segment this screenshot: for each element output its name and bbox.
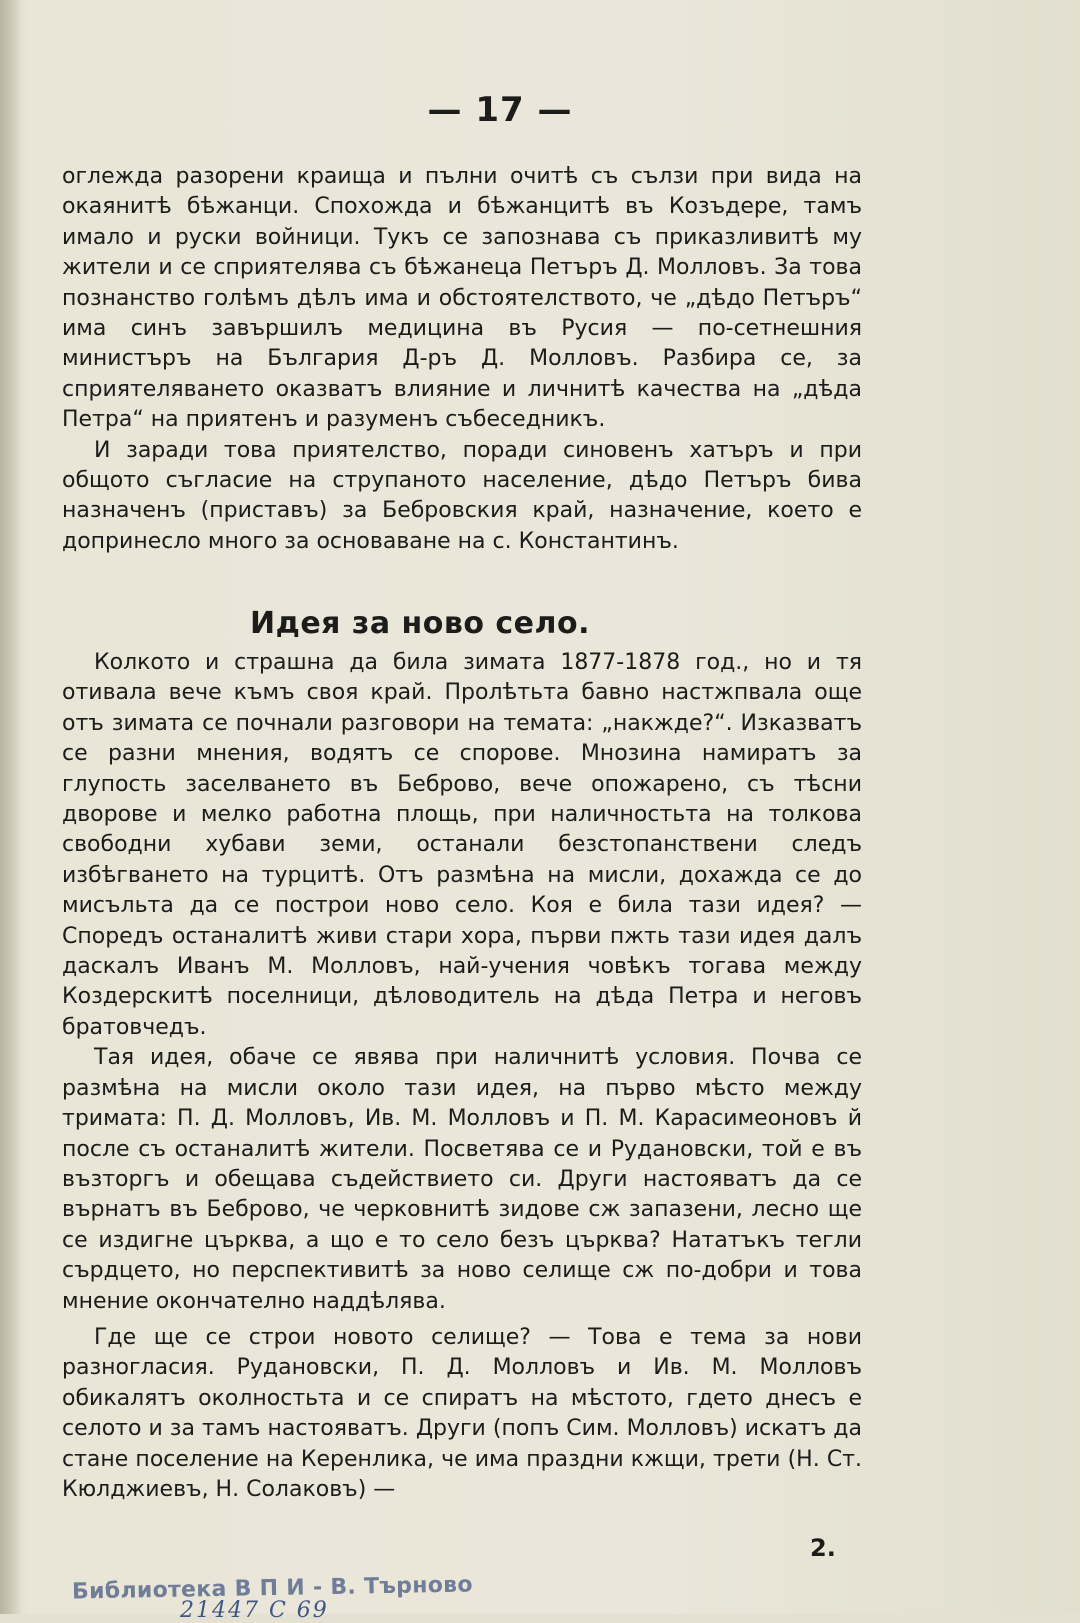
paragraph: Колкото и страшна да била зимата 1877-1878 год., но и тя отивала вече къмъ своя край. Пролѣтьта бавно настжпвала още отъ зимата се почнали разговори на темата: „накжде?“. Изказватъ се разни мнения, водятъ се спорове. Мнозина намиратъ за глупость заселването въ Беброво, вече опожарено, съ тѣсни дворове и мелко работна площь, при наличностьта на толкова свободни хубави земи, останали безстопанствени следъ избѣгването на турцитѣ. Отъ размѣна на мисли, дохажда се до мисъльта да се построи ново село. Коя е била тази идея? — Споредъ останалитѣ живи стари хора, първи пжть тази идея далъ даскалъ Иванъ М. Молловъ, най-учения човѣкъ тогава между Коздерскитѣ поселници, дѣловодитель на дѣда Петра и неговъ братовчедъ.: [62, 650, 862, 1040]
text-block-main: [62, 648, 862, 1505]
paragraph: оглежда разорени краища и пълни очитѣ съ сълзи при вида на окаянитѣ бѣжанци. Спохожда и бѣжанцитѣ въ Козъдере, тамъ имало и руски войници. Тукъ се запознава съ приказливитѣ му жители и се сприятелява съ бѣжанеца Петъръ Д. Молловъ. За това познанство голѣмъ дѣлъ има и обстоятелството, че „дѣдо Петъръ“ има синъ завършилъ медицина въ Русия — по-сетнешния министъръ на България Д-ръ Д. Молловъ. Разбира се, за сприятеляването оказватъ влияние и личнитѣ качества на „дѣда Петра“ на приятенъ и разуменъ събеседникъ.: [62, 164, 862, 433]
shelfmark: 21447 С 69: [180, 1598, 329, 1623]
library-stamp: Библиотека В П И - В. Търново: [71, 1572, 473, 1605]
paragraph: Где ще се строи новото селище? — Това е тема за нови разногласия. Рудановски, П. Д. Молловъ и Ив. М. Молловъ обикалятъ околностьта и се спиратъ на мѣстото, гдето днесъ е селото и за тамъ настояватъ. Други (попъ Сим. Молловъ) искатъ да стане поселение на Керенлика, че има праздни кжщи, трети (Н. Ст. Кюлджиевъ, Н. Солаковъ) —: [62, 1324, 862, 1502]
paragraph: И заради това приятелство, поради синовенъ хатъръ и при общото съгласие на струпаното население, дѣдо Петъръ бива назначенъ (приставъ) за Бебровския край, назначение, което е допринесло много за основаване на с. Константинъ.: [62, 437, 862, 554]
signature-mark: 2.: [810, 1534, 836, 1562]
text-block-intro: [62, 162, 862, 557]
section-heading: Идея за ново село.: [250, 606, 590, 641]
binding-shadow: [0, 0, 22, 1614]
page-number: — 17 —: [427, 90, 573, 130]
paragraph: Тая идея, обаче се явява при наличнитѣ условия. Почва се размѣна на мисли около тази идея, на първо мѣсто между тримата: П. Д. Молловъ, Ив. М. Молловъ и П. М. Карасимеоновъ й после съ останалитѣ жители. Посветява се и Рудановски, той е въ възторгъ и обещава съдействието си. Други настояватъ да се върнатъ въ Беброво, че черковнитѣ зидове сж запазени, лесно ще се издигне църква, а що е то село безъ църква? Нататъкъ тегли сърдцето, но перспективитѣ за ново селище сж по-добри и това мнение окончателно наддѣлява.: [62, 1045, 862, 1314]
